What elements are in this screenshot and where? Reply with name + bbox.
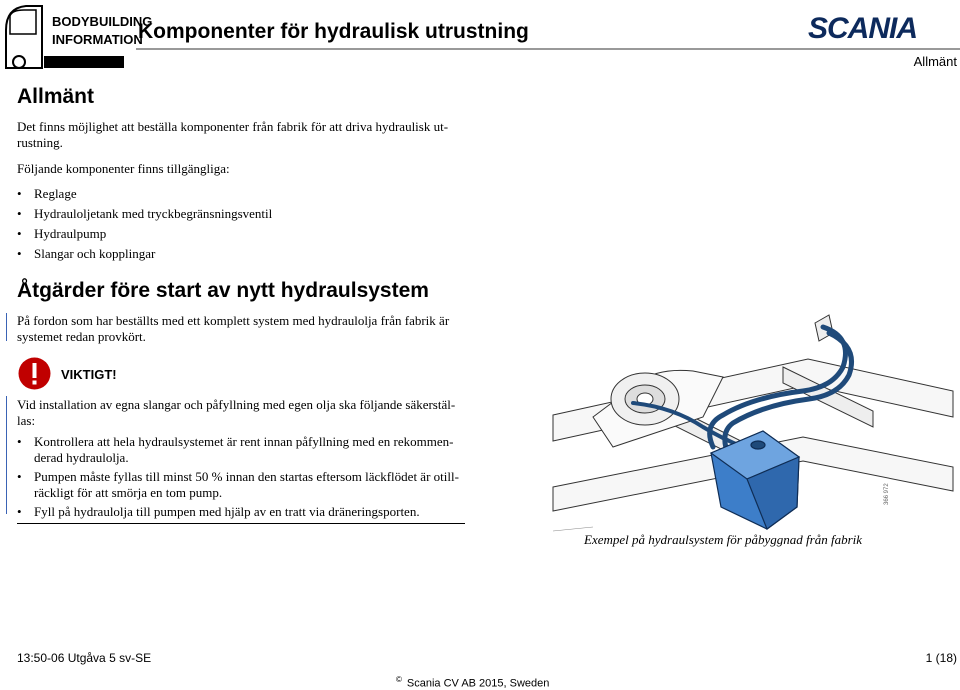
list-item: • Kontrollera att hela hydraulsystemet är rent innan påfyllning med en rekommen-derad hydraulolja. <box>17 434 472 466</box>
list-item: • Hydrauloljetank med tryckbegränsningsventil <box>17 206 472 222</box>
document-id: 13:50-06 Utgåva 5 sv-SE <box>17 651 152 665</box>
intro-paragraph: Det finns möjlighet att beställa komponenter från fabrik för att driva hydraulisk ut-rustning. <box>17 119 449 150</box>
components-list <box>17 186 472 266</box>
heading-actions: Åtgärder före start av nytt hydraulsystem <box>17 279 429 302</box>
installation-paragraph: Vid installation av egna slangar och påfyllning med egen olja ska följande säkerstäl-las: <box>17 397 456 428</box>
copyright-notice <box>396 675 549 690</box>
available-components-text: Följande komponenter finns tillgängliga: <box>17 161 230 176</box>
figure-number: 366 972 <box>884 483 890 505</box>
warning-icon <box>18 357 51 390</box>
change-bar <box>6 313 7 341</box>
bodybuilding-information-logo <box>2 0 153 72</box>
figure-caption: Exempel på hydraulsystem för påbyggnad från fabrik <box>584 532 863 547</box>
page-number: 1 (18) <box>925 651 957 665</box>
logo-text-line-1: BODYBUILDING <box>52 14 153 29</box>
copyright-text: Scania CV AB 2015, Sweden <box>406 677 550 690</box>
document-title: Komponenter för hydraulisk utrustning <box>138 20 529 43</box>
list-item: • Reglage <box>17 186 472 202</box>
heading-general: Allmänt <box>17 85 95 108</box>
change-bar <box>6 396 7 514</box>
section-label: Allmänt <box>913 54 957 69</box>
section-end-rule <box>17 523 465 524</box>
scania-brand-logo: SCANIA <box>808 12 918 45</box>
copyright-symbol: © <box>396 675 402 684</box>
factory-ordered-paragraph: På fordon som har beställts med ett komplett system med hydraulolja från fabrik är systemet redan provkört. <box>17 313 450 344</box>
list-item: • Hydraulpump <box>17 226 472 242</box>
list-item: • Fyll på hydraulolja till pumpen med hjälp av en tratt via dräneringsporten. <box>17 504 472 520</box>
hydraulic-system-illustration <box>553 307 953 532</box>
header-divider <box>136 48 960 50</box>
logo-text-line-2: INFORMATION <box>52 32 143 47</box>
warning-label: VIKTIGT! <box>61 367 117 382</box>
checks-list <box>17 434 472 523</box>
list-item: • Pumpen måste fyllas till minst 50 % innan den startas eftersom läckflödet är otill-räckligt för att smörja en tom pump. <box>17 469 472 501</box>
list-item: • Slangar och kopplingar <box>17 246 472 262</box>
